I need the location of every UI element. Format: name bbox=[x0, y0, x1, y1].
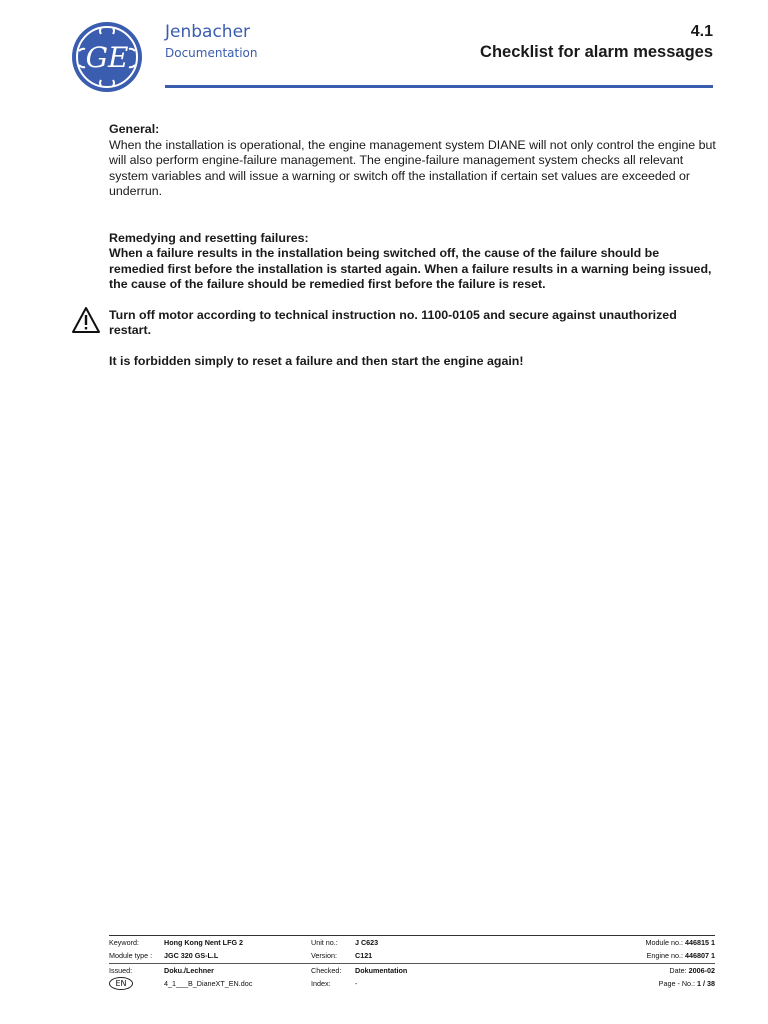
chapter-heading bbox=[480, 22, 713, 62]
warning-text: Turn off motor according to technical instruction no. 1100-0105 and secure against unauthorized restart. bbox=[109, 307, 677, 337]
page-number bbox=[659, 977, 715, 990]
header-divider bbox=[165, 85, 713, 88]
language-badge bbox=[109, 977, 133, 990]
warning-triangle-icon bbox=[71, 306, 101, 334]
ge-logo bbox=[71, 21, 143, 93]
footer-row-module-type bbox=[109, 949, 715, 962]
module-type-label: Module type : bbox=[109, 951, 153, 960]
brand-subtitle: Documentation bbox=[165, 46, 258, 60]
remedy-section bbox=[109, 231, 717, 293]
brand-block bbox=[165, 22, 258, 60]
chapter-title: Checklist for alarm messages bbox=[480, 43, 713, 61]
logo-text: GE bbox=[85, 41, 129, 74]
page-value: 1 / 38 bbox=[697, 979, 715, 988]
version-value: C121 bbox=[355, 951, 373, 960]
general-heading: General: bbox=[109, 122, 160, 136]
footer-row-keyword bbox=[109, 936, 715, 949]
document-footer bbox=[109, 935, 715, 990]
module-no-label: Module no.: bbox=[645, 938, 684, 947]
keyword-value: Hong Kong Nent LFG 2 bbox=[164, 938, 244, 947]
keyword-label: Keyword: bbox=[109, 938, 139, 947]
date bbox=[669, 964, 715, 977]
forbidden-notice: It is forbidden simply to reset a failure and then start the engine again! bbox=[109, 353, 524, 368]
remedy-heading: Remedying and resetting failures: bbox=[109, 230, 309, 245]
brand-name: Jenbacher bbox=[165, 22, 251, 42]
document-body bbox=[109, 122, 717, 369]
unit-value: J C623 bbox=[355, 938, 379, 947]
engine-no-label: Engine no.: bbox=[646, 951, 684, 960]
chapter-number: 4.1 bbox=[690, 23, 713, 40]
checked-value: Dokumentation bbox=[355, 966, 408, 975]
date-value: 2006-02 bbox=[688, 966, 715, 975]
module-no bbox=[645, 936, 715, 949]
warning-notice bbox=[109, 308, 717, 339]
general-section bbox=[109, 122, 717, 200]
file-name: 4_1___B_DianeXT_EN.doc bbox=[164, 979, 253, 988]
issued-label: Issued: bbox=[109, 966, 133, 975]
footer-row-file bbox=[109, 977, 715, 990]
version-label: Version: bbox=[311, 951, 337, 960]
remedy-paragraph: When a failure results in the installation being switched off, the cause of the failure should be remedied first before the installation is started again. When a failure results in a warning being issued, the cause of the failure should be remedied first before the failure is reset. bbox=[109, 246, 712, 291]
checked-label: Checked: bbox=[311, 966, 342, 975]
general-paragraph: When the installation is operational, the engine management system DIANE will not only control the engine but will also perform engine-failure management. The engine-failure management system checks all relevant system variables and will issue a warning or switch off the installation if certain set values are exceeded or underrun. bbox=[109, 137, 716, 198]
unit-label: Unit no.: bbox=[311, 938, 338, 947]
engine-no bbox=[647, 949, 715, 962]
engine-no-value: 446807 1 bbox=[685, 951, 715, 960]
date-label: Date: bbox=[669, 966, 687, 975]
language-code: EN bbox=[109, 977, 133, 990]
module-type-value: JGC 320 GS-L.L bbox=[164, 951, 219, 960]
footer-row-issued bbox=[109, 963, 715, 977]
index-label: Index: bbox=[311, 979, 331, 988]
issued-value: Doku./Lechner bbox=[164, 966, 214, 975]
index-value: - bbox=[355, 979, 358, 988]
page-label: Page - No.: bbox=[658, 979, 696, 988]
module-no-value: 446815 1 bbox=[685, 938, 715, 947]
